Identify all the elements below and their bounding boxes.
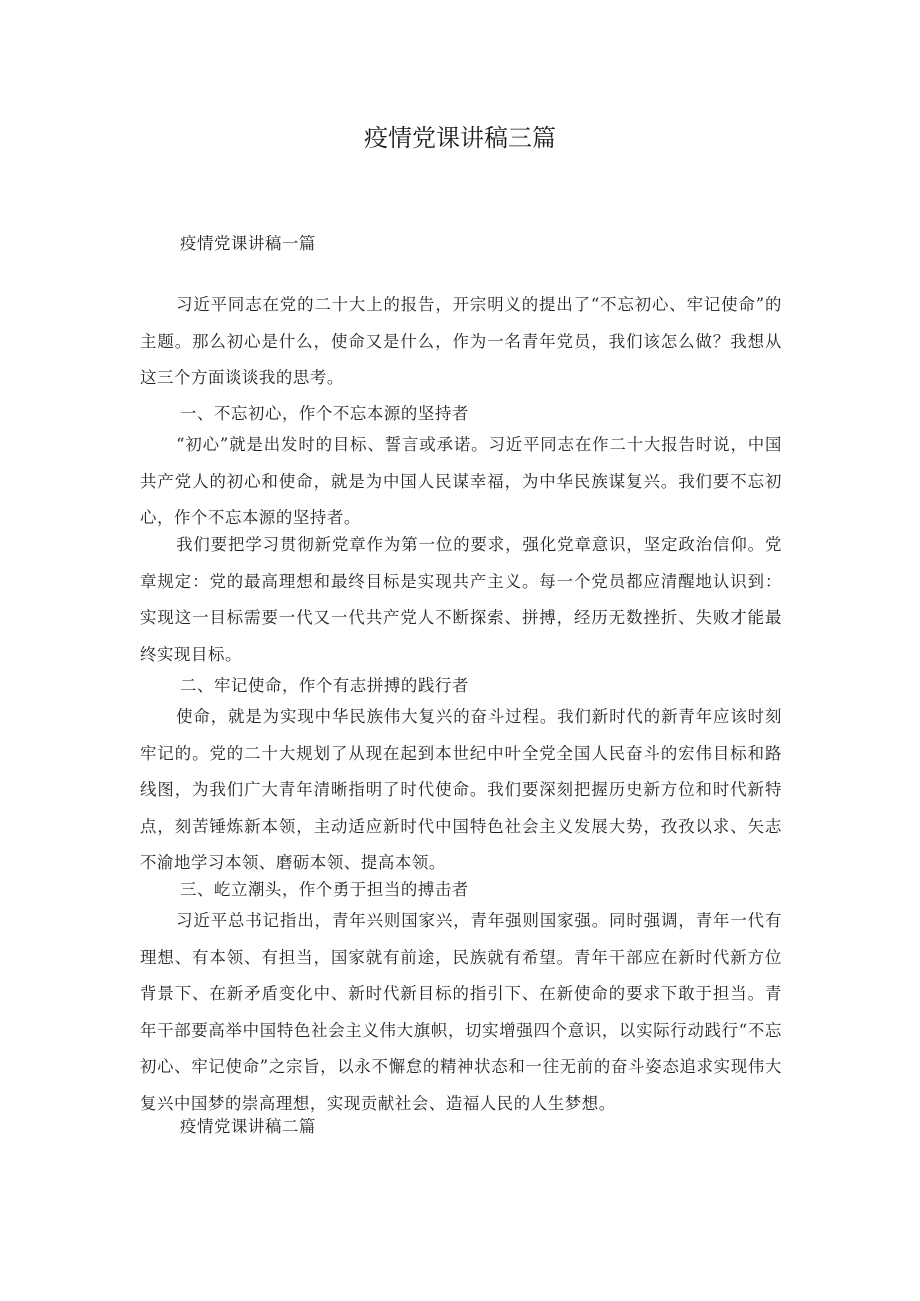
point-one-paragraph-1: “初心”就是出发时的目标、誓言或承诺。习近平同志在作二十大报告时说，中国共产党人的初心和使命，就是为中国人民谋幸福，为中华民族谋复兴。我们要不忘初心，作个不忘本源的坚持者。 [140,435,782,527]
point-three-heading: 三、屹立潮头，作个勇于担当的搏击者 [180,880,469,899]
section-two-heading: 疫情党课讲稿二篇 [180,1117,316,1136]
point-one-paragraph-2: 我们要把学习贯彻新党章作为第一位的要求，强化党章意识，坚定政治信仰。党章规定：党的最高理想和最终目标是实现共产主义。每一个党员都应清醒地认识到：实现这一目标需要一代又一代共产党人不断探索、拼搏，经历无数挫折、失败才能最终实现目标。 [140,535,782,664]
section-one-heading: 疫情党课讲稿一篇 [180,234,316,253]
point-two-paragraph: 使命，就是为实现中华民族伟大复兴的奋斗过程。我们新时代的新青年应该时刻牢记的。党的二十大规划了从现在起到本世纪中叶全党全国人民奋斗的宏伟目标和路线图，为我们广大青年清晰指明了时代使命。我们要深刻把握历史新方位和时代新特点，刻苦锤炼新本领，主动适应新时代中国特色社会主义发展大势，孜孜以求、矢志不渝地学习本领、磨砺本领、提高本领。 [140,707,782,872]
point-one-heading: 一、不忘初心，作个不忘本源的坚持者 [180,404,469,423]
document-title: 疫情党课讲稿三篇 [364,124,556,152]
point-two-heading: 二、牢记使命，作个有志拼搏的践行者 [180,676,469,695]
point-three-paragraph: 习近平总书记指出，青年兴则国家兴，青年强则国家强。同时强调，青年一代有理想、有本领、有担当，国家就有前途，民族就有希望。青年干部应在新时代新方位背景下、在新矛盾变化中、新时代新目标的指引下、在新使命的要求下敢于担当。青年干部要高举中国特色社会主义伟大旗帜，切实增强四个意识，以实际行动践行“不忘初心、牢记使命”之宗旨，以永不懈怠的精神状态和一往无前的奋斗姿态追求实现伟大复兴中国梦的崇高理想，实现贡献社会、造福人民的人生梦想。 [140,911,782,1113]
intro-paragraph: 习近平同志在党的二十大上的报告，开宗明义的提出了“不忘初心、牢记使命”的主题。那么初心是什么，使命又是什么，作为一名青年党员，我们该怎么做？我想从这三个方面谈谈我的思考。 [140,295,782,387]
